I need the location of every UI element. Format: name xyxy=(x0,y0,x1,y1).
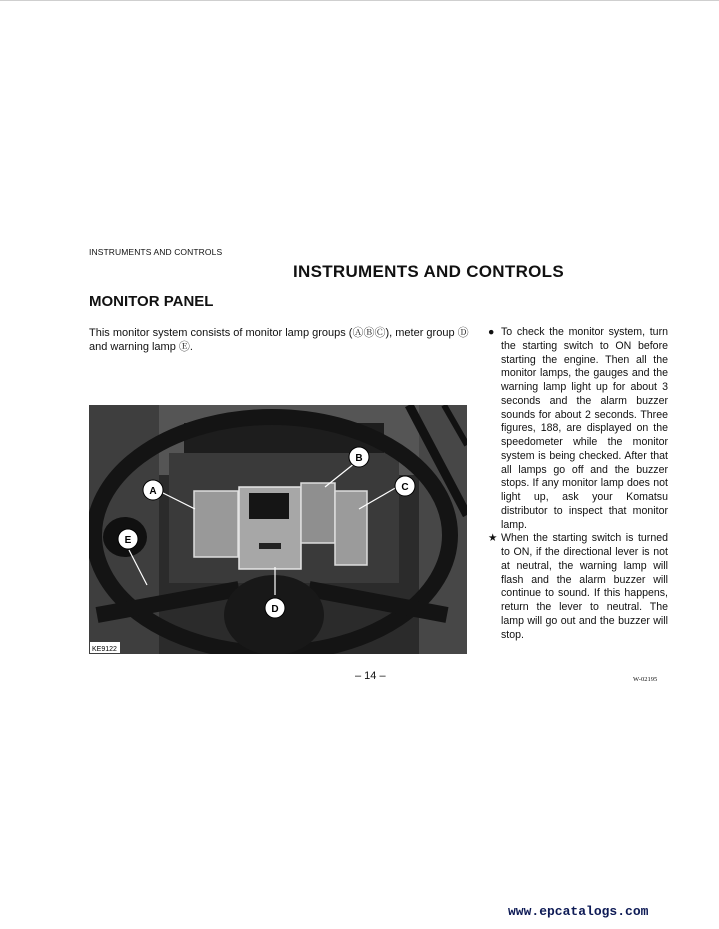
paragraph-text: When the starting switch is turned to ON, if the directional lever is not at neutral, the warning lamp will flash and the alarm buzzer will continue to sound. If this happens, return the lever to neutral. The lamp will go out and the buzzer will stop. xyxy=(501,532,668,641)
callout-label-c: C xyxy=(401,482,409,493)
page-title: INSTRUMENTS AND CONTROLS xyxy=(292,262,564,281)
paragraph-text: To check the monitor system, turn the starting switch to ON before starting the engine. Then all the monitor lamps, the gauges and the warning lamp light up for about 3 seconds and the alarm buzzer sounds for about 2 seconds. Three figures, 188, are displayed on the speedometer while the monitor system is being checked. After that all lamps go off and the buzzer stops. If any monitor lamp does not light up, ask your Komatsu distributor to inspect that monitor lamp. xyxy=(501,326,668,531)
monitor-panel-photo xyxy=(89,405,467,654)
document-code: W-02195 xyxy=(633,676,658,683)
callout-label-d: D xyxy=(271,604,279,615)
subsection-title: MONITOR PANEL xyxy=(89,293,214,310)
right-column xyxy=(488,326,668,642)
watermark: www.epcatalogs.com xyxy=(508,904,649,919)
bullet-marker: ● xyxy=(488,326,495,338)
callout-label-e: E xyxy=(124,535,132,546)
paragraph-note xyxy=(488,532,668,642)
star-marker: ★ xyxy=(488,532,498,545)
callout-label-b: B xyxy=(355,453,363,464)
intro-paragraph: This monitor system consists of monitor lamp groups (ⒶⒷⒸ), meter group Ⓓ and warning lamp Ⓔ. xyxy=(89,327,469,353)
paragraph-check xyxy=(488,326,668,532)
photo-code: KE9122 xyxy=(92,646,117,653)
page-number: – 14 – xyxy=(355,670,386,682)
top-border xyxy=(0,0,719,1)
callout-label-a: A xyxy=(149,486,157,497)
section-header: INSTRUMENTS AND CONTROLS xyxy=(89,247,223,257)
